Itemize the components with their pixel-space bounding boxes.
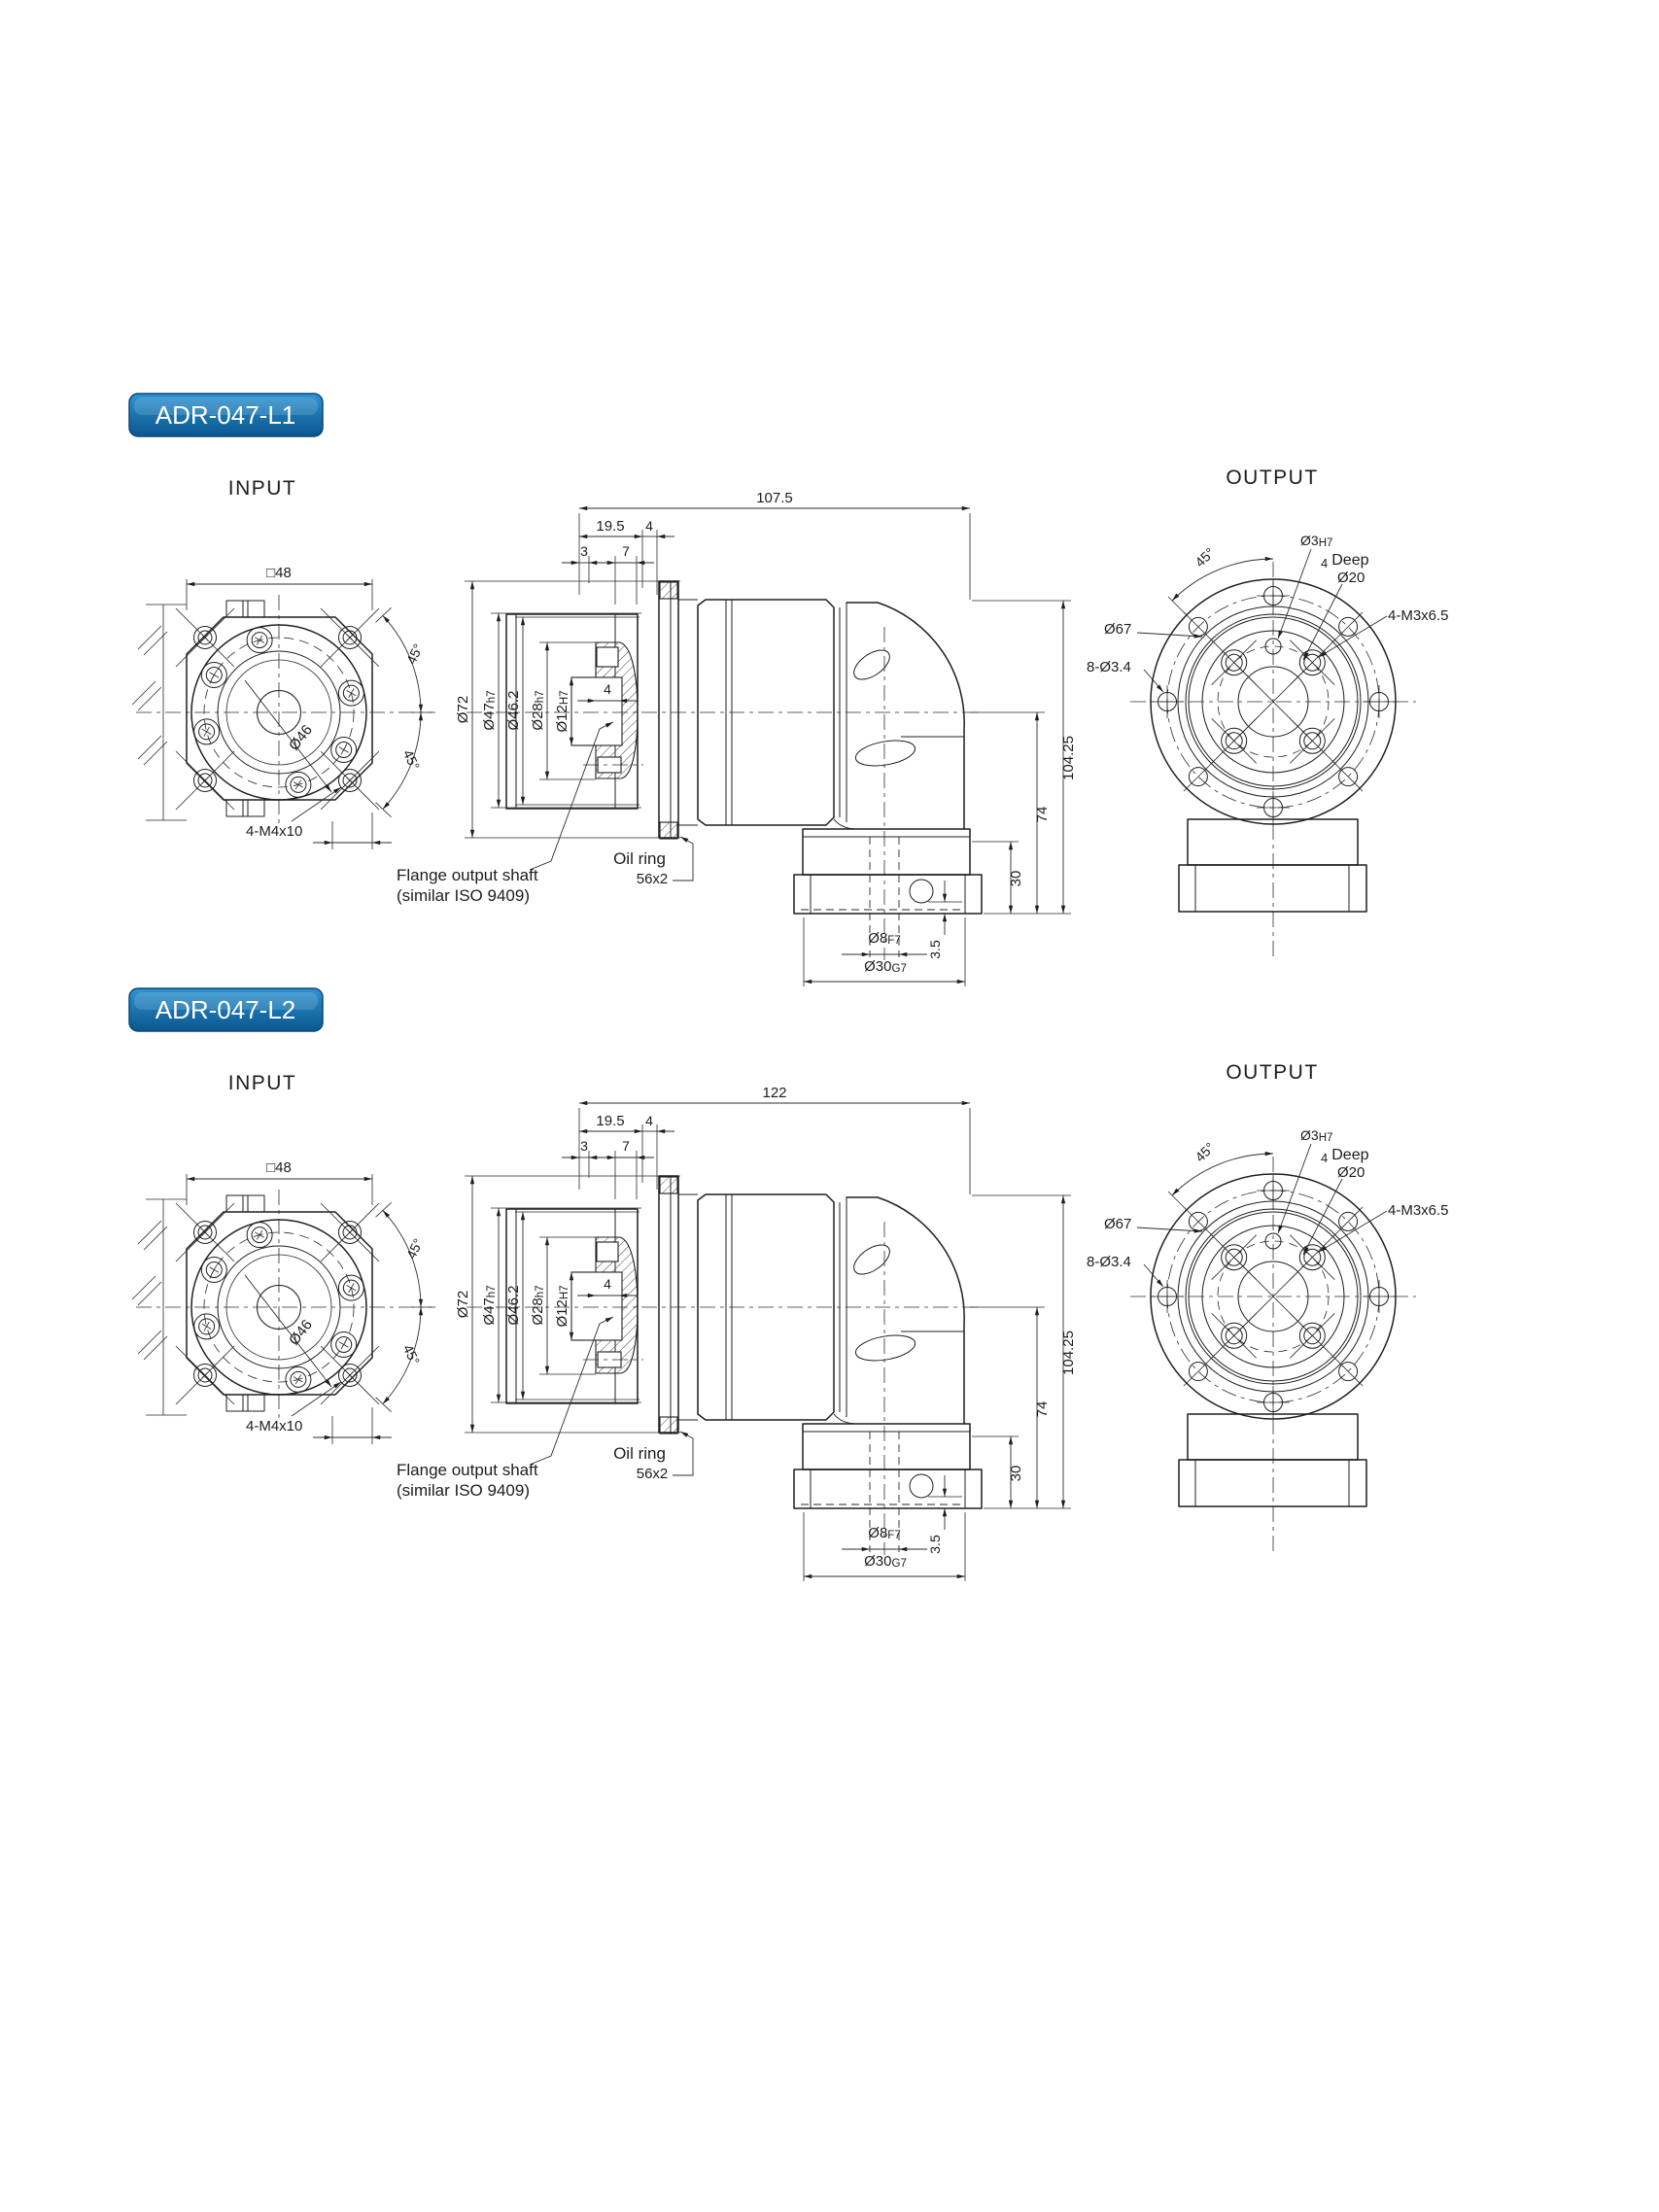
dim-angle-45-a: 45°: [402, 640, 427, 667]
dim-overall-length: 122: [762, 1085, 787, 1101]
dim-pin-depth: 4 Deep: [1321, 1147, 1369, 1165]
dim-height-74: 74: [1034, 1400, 1051, 1418]
dim-7: 7: [622, 543, 630, 559]
flange-note-line2: (similar ISO 9409): [397, 1481, 530, 1500]
section-l1-drawing: [129, 394, 1416, 986]
section-l2-drawing: [129, 988, 1416, 1581]
dim-dia-spigot: Ø30G7: [864, 958, 907, 975]
dim-offset-3-5: 3.5: [927, 940, 943, 959]
oil-ring-label: Oil ring: [613, 849, 666, 868]
dim-dia-20: Ø20: [1337, 1164, 1365, 1181]
dim-dia-hub: Ø28h7: [530, 690, 546, 731]
output-view-title: OUTPUT: [1226, 1061, 1319, 1084]
dim-dia-shaft: Ø8F7: [868, 1525, 901, 1541]
input-view-title: INPUT: [227, 477, 297, 500]
dim-offset-3-5: 3.5: [927, 1535, 943, 1554]
dim-output-screws: 4-M3x6.5: [1388, 607, 1449, 624]
dim-angle-45-a: 45°: [402, 1235, 427, 1262]
dim-height-74: 74: [1034, 806, 1051, 823]
dim-dia-hub: Ø28h7: [530, 1285, 546, 1326]
dim-dia-20: Ø20: [1337, 570, 1365, 586]
dim-angle-45-output: 45°: [1192, 1139, 1218, 1165]
dim-height-30: 30: [1008, 1465, 1024, 1482]
dim-dia-pilot: Ø47h7: [481, 1285, 498, 1326]
dim-dia-body: Ø72: [455, 695, 471, 724]
section-adr-047-l1: [129, 394, 1449, 986]
dim-pin: Ø3H7: [1300, 1127, 1333, 1144]
dim-holes-8-3-4: 8-Ø3.4: [1087, 1254, 1131, 1270]
section-adr-047-l2: [129, 988, 1449, 1581]
dim-angle-45-b: 45°: [399, 1341, 424, 1367]
dim-height-total: 104.25: [1060, 736, 1077, 780]
dim-height-total: 104.25: [1060, 1331, 1077, 1375]
model-badge-label: ADR-047-L2: [155, 995, 296, 1024]
dim-dia-bore: Ø12H7: [554, 690, 570, 733]
dim-19-5: 19.5: [596, 1113, 625, 1129]
dim-hub-depth: 4: [604, 1276, 611, 1292]
dim-3: 3: [580, 543, 588, 559]
flange-note-line1: Flange output shaft: [397, 1461, 538, 1479]
dim-dia-67: Ø67: [1104, 621, 1132, 638]
dim-dia-bore: Ø12H7: [554, 1285, 570, 1328]
dim-dia-body: Ø72: [455, 1290, 471, 1319]
dim-dia-recess: Ø46.2: [505, 690, 522, 731]
dim-mount-holes: 4-M4x10: [246, 823, 303, 840]
input-view-title: INPUT: [227, 1072, 297, 1094]
dim-pin-depth: 4 Deep: [1321, 552, 1369, 570]
dim-overall-length: 107.5: [756, 490, 793, 506]
dim-dia-shaft: Ø8F7: [868, 930, 901, 947]
oil-ring-size: 56x2: [636, 1466, 669, 1482]
dim-mount-holes: 4-M4x10: [246, 1418, 303, 1434]
dim-dia-spigot: Ø30G7: [864, 1553, 907, 1570]
dim-dia-recess: Ø46.2: [505, 1285, 522, 1326]
dim-hub-depth: 4: [604, 681, 611, 697]
dim-pin: Ø3H7: [1300, 533, 1333, 549]
dim-bolt-circle-46: Ø46: [286, 721, 316, 754]
oil-ring-label: Oil ring: [613, 1444, 666, 1463]
dim-7: 7: [622, 1138, 630, 1154]
dim-output-screws: 4-M3x6.5: [1388, 1202, 1449, 1219]
dim-angle-45-output: 45°: [1192, 544, 1218, 570]
dim-dia-67: Ø67: [1104, 1216, 1132, 1232]
oil-ring-size: 56x2: [636, 871, 669, 887]
dim-height-30: 30: [1008, 870, 1024, 887]
dim-4-top: 4: [645, 518, 653, 534]
dim-3: 3: [580, 1138, 588, 1154]
output-view-title: OUTPUT: [1226, 467, 1319, 489]
dim-holes-8-3-4: 8-Ø3.4: [1087, 659, 1131, 675]
model-badge-label: ADR-047-L1: [155, 400, 296, 430]
flange-note-line2: (similar ISO 9409): [397, 886, 530, 905]
dim-square-48: □48: [266, 565, 292, 581]
dim-dia-pilot: Ø47h7: [481, 690, 498, 731]
dim-angle-45-b: 45°: [399, 746, 424, 773]
dim-square-48: □48: [266, 1159, 292, 1176]
dim-4-top: 4: [645, 1113, 653, 1128]
dim-bolt-circle-46: Ø46: [286, 1316, 316, 1349]
dim-19-5: 19.5: [596, 518, 625, 535]
flange-note-line1: Flange output shaft: [397, 866, 538, 884]
